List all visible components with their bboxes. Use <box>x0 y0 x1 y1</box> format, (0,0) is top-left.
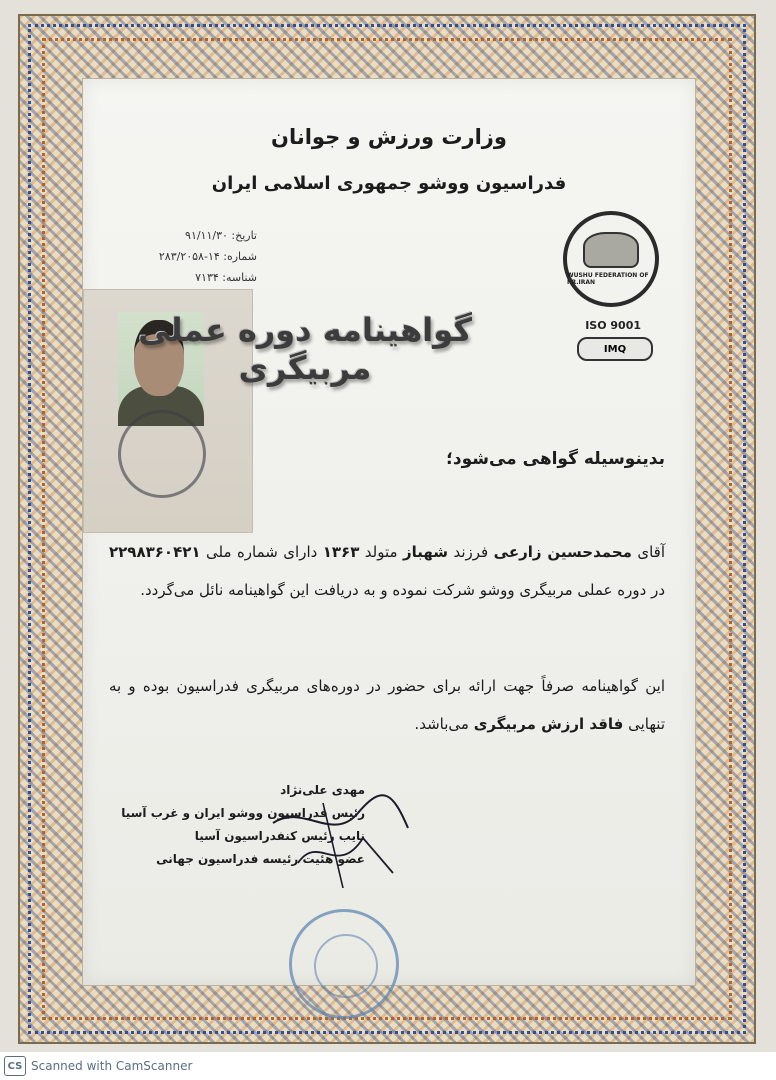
body-text-3: متولد <box>359 543 403 561</box>
iso-label: ISO 9001 <box>585 319 641 332</box>
scanner-text: Scanned with CamScanner <box>31 1059 193 1073</box>
body-text-4: دارای شماره ملی <box>200 543 323 561</box>
meta-number: شماره: ۱۴-۲۸۳/۲۰۵۸ <box>158 250 257 263</box>
national-id: ۲۲۹۸۳۶۰۴۲۱ <box>109 543 201 561</box>
signatory-name: مهدی علی‌نژاد <box>280 783 365 797</box>
father-name: شهباز <box>403 543 449 561</box>
meta-id: شناسه: ۷۱۳۴ <box>195 271 257 284</box>
meta-date: تاریخ: ۹۱/۱۱/۳۰ <box>185 229 257 242</box>
ministry-heading: وزارت ورزش و جوانان <box>271 125 507 149</box>
handwritten-signature <box>263 783 413 893</box>
document-meta <box>107 225 257 288</box>
scanner-footer <box>0 1052 776 1080</box>
logo-text: WUSHU FEDERATION OF I.R.IRAN <box>567 272 649 286</box>
body-text-1: آقای <box>631 543 666 561</box>
certificate-title: گواهینامه دوره عملی مربیگری <box>138 311 472 387</box>
signatory-title-3: عضو هئیت رئیسه فدراسیون جهانی <box>156 852 365 866</box>
certificate-intro: بدینوسیله گواهی می‌شود؛ <box>446 449 665 469</box>
holder-name: محمدحسین زارعی <box>493 543 632 561</box>
body-text-2: فرزند <box>448 543 494 561</box>
signatory-title-1: رئیس فدراسیون ووشو ایران و غرب آسیا <box>121 806 365 820</box>
certificate-body <box>109 533 665 609</box>
logo-fist-icon <box>583 232 639 268</box>
federation-seal-icon <box>289 909 399 1019</box>
note-bold: فاقد ارزش مربیگری <box>473 715 624 733</box>
certificate-paper <box>82 78 696 986</box>
seal-inner-ring <box>314 934 378 998</box>
birth-year: ۱۳۶۳ <box>322 543 360 561</box>
imq-mark: IMQ <box>577 337 653 361</box>
body-text-5: در دوره عملی مربیگری ووشو شرکت نموده و به دریافت این گواهینامه نائل می‌گردد. <box>140 581 665 599</box>
signatory-title-2: نایب رئیس کنفدراسیون آسیا <box>194 829 365 843</box>
note-text-1: این گواهینامه صرفاً جهت ارائه برای حضور در دوره‌های مربیگری فدراسیون بوده و به تنهایی <box>109 677 665 733</box>
federation-heading: فدراسیون ووشو جمهوری اسلامی ایران <box>211 173 567 194</box>
federation-logo <box>563 211 659 307</box>
note-text-2: می‌باشد. <box>414 715 474 733</box>
certificate-note <box>109 667 665 743</box>
photo-stamp-icon <box>118 410 206 498</box>
camscanner-icon: CS <box>4 1056 26 1076</box>
